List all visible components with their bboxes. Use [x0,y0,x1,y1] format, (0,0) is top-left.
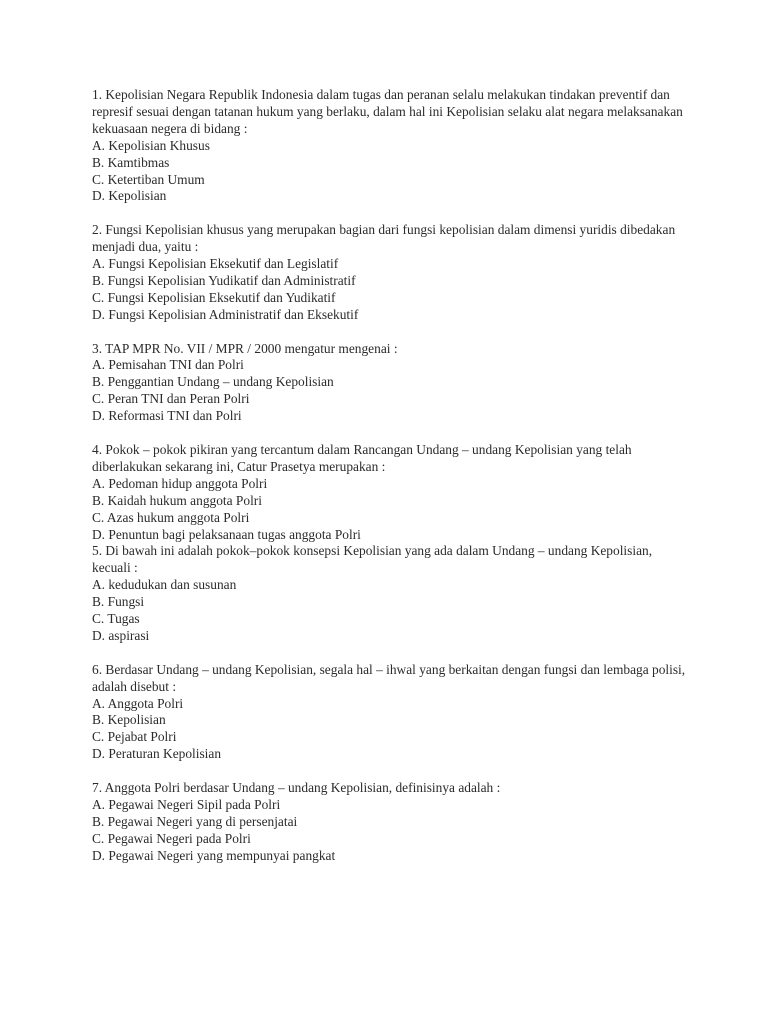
question-text: 2. Fungsi Kepolisian khusus yang merupakan bagian dari fungsi kepolisian dalam dimensi yuridis dibedakan menjadi dua, yaitu : [92,222,676,255]
document-page [92,87,692,865]
option-d: D. Penuntun bagi pelaksanaan tugas anggota Polri [92,526,361,542]
option-b: B. Penggantian Undang – undang Kepolisian [92,374,334,390]
option-d: D. Kepolisian [92,188,167,204]
question-text: 6. Berdasar Undang – undang Kepolisian, segala hal – ihwal yang berkaitan dengan fungsi dan lembaga polisi, adalah disebut : [92,661,686,694]
option-b: B. Fungsi [92,594,145,610]
question-3 [92,341,692,426]
question-2 [92,222,692,323]
option-c: C. Fungsi Kepolisian Eksekutif dan Yudikatif [92,289,336,305]
question-text: 5. Di bawah ini adalah pokok–pokok konsepsi Kepolisian yang ada dalam Undang – undang Kepolisian, kecuali : [92,543,653,576]
option-c: C. Tugas [92,611,140,627]
question-4 [92,442,692,543]
option-b: B. Kaidah hukum anggota Polri [92,492,262,508]
option-d: D. Fungsi Kepolisian Administratif dan Eksekutif [92,306,359,322]
option-a: A. kedudukan dan susunan [92,577,237,593]
option-d: D. Peraturan Kepolisian [92,746,222,762]
question-6 [92,662,692,763]
option-a: A. Anggota Polri [92,695,184,711]
option-b: B. Pegawai Negeri yang di persenjatai [92,813,298,829]
question-text: 1. Kepolisian Negara Republik Indonesia dalam tugas dan peranan selalu melakukan tindakan preventif dan represif sesuai dengan tatanan hukum yang berlaku, dalam hal ini Kepolisian selaku alat negara melaksanakan kekuasaan negera di bidang : [92,87,683,136]
question-text: 4. Pokok – pokok pikiran yang tercantum dalam Rancangan Undang – undang Kepolisian yang telah diberlakukan sekarang ini, Catur Prasetya merupakan : [92,441,632,474]
option-a: A. Kepolisian Khusus [92,137,210,153]
question-text: 7. Anggota Polri berdasar Undang – undang Kepolisian, definisinya adalah : [92,780,501,796]
option-c: C. Ketertiban Umum [92,171,205,187]
option-c: C. Pejabat Polri [92,729,177,745]
option-b: B. Kepolisian [92,712,166,728]
option-b: B. Fungsi Kepolisian Yudikatif dan Administratif [92,272,356,288]
option-c: C. Pegawai Negeri pada Polri [92,830,251,846]
option-a: A. Pegawai Negeri Sipil pada Polri [92,796,281,812]
option-a: A. Pedoman hidup anggota Polri [92,475,268,491]
question-1 [92,87,692,205]
question-5 [92,543,692,644]
question-text: 3. TAP MPR No. VII / MPR / 2000 mengatur mengenai : [92,340,398,356]
option-d: D. Reformasi TNI dan Polri [92,408,242,424]
option-a: A. Pemisahan TNI dan Polri [92,357,244,373]
option-b: B. Kamtibmas [92,154,170,170]
question-7 [92,780,692,865]
option-d: D. Pegawai Negeri yang mempunyai pangkat [92,847,336,863]
option-c: C. Azas hukum anggota Polri [92,509,250,525]
option-c: C. Peran TNI dan Peran Polri [92,391,250,407]
option-a: A. Fungsi Kepolisian Eksekutif dan Legislatif [92,256,339,272]
option-d: D. aspirasi [92,627,150,643]
